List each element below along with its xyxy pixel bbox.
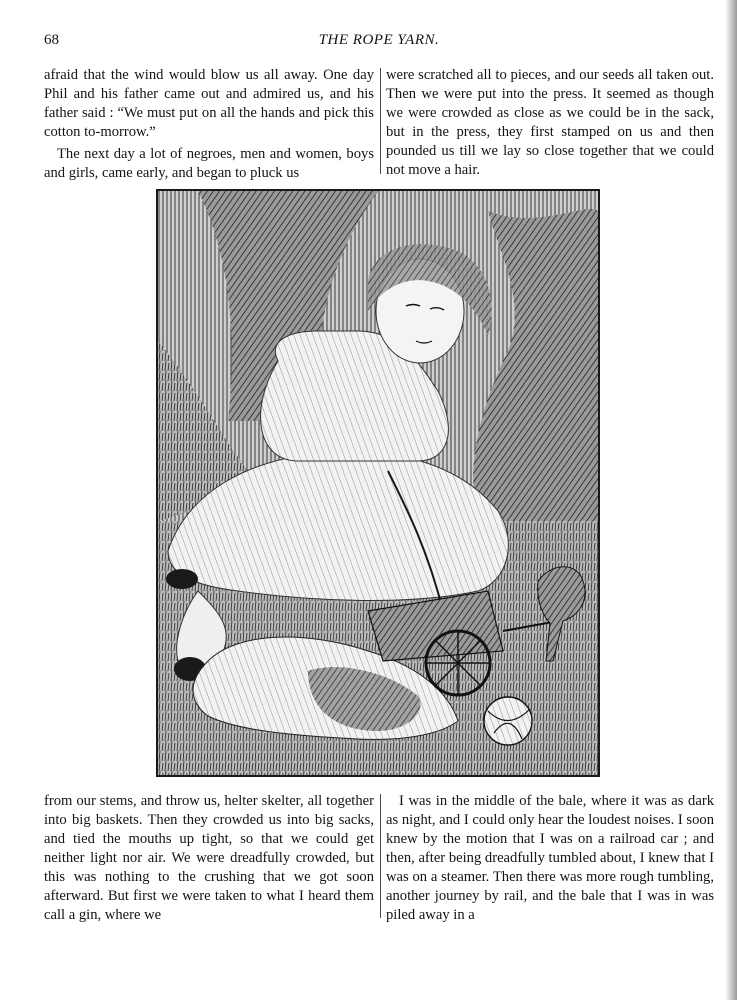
running-title: THE ROPE YARN. bbox=[318, 32, 440, 48]
page-edge-shadow bbox=[725, 0, 737, 1000]
text-column-top-left bbox=[44, 66, 374, 183]
page-number: 68 bbox=[44, 32, 59, 48]
paragraph: I was in the middle of the bale, where it was as dark as night, and I could only hear the loudest noises. I soon knew by the motion that I was on a railroad car ; and then, after being dreadfully tumbled about, I knew that I was on a steamer. Then there was more rough tumbling, another journey by rail, and the bale that I was in was piled away in a bbox=[386, 793, 714, 923]
paragraph: afraid that the wind would blow us all away. One day Phil and his father came out and admired us, and his father said : “We must put on all the hands and pick this cotton to-morrow.” bbox=[44, 67, 374, 140]
column-divider bbox=[380, 68, 381, 174]
page-header bbox=[44, 32, 714, 54]
paragraph: from our stems, and throw us, helter skelter, all together into big baskets. Then they crowded us into big sacks, and tied the mouths up tight, so that we could get neither light nor air. We were dreadfully crowded, but this was nothing to the crushing that we got soon afterward. But first we were taken to what I heard them call a gin, where we bbox=[44, 793, 374, 923]
column-divider bbox=[380, 794, 381, 918]
text-column-top-right bbox=[386, 66, 714, 180]
engraving-illustration bbox=[156, 189, 600, 777]
paragraph: were scratched all to pieces, and our seeds all taken out. Then we were put into the press. It seemed as though we were crowded as close as we could be in the sack, but in the press, they first stamped on us and then pounded us till we lay so close together that we could not move a hair. bbox=[386, 67, 714, 178]
text-column-bottom-left bbox=[44, 792, 374, 925]
text-column-bottom-right bbox=[386, 792, 714, 925]
paragraph: The next day a lot of negroes, men and women, boys and girls, came early, and began to pluck us bbox=[44, 146, 374, 181]
